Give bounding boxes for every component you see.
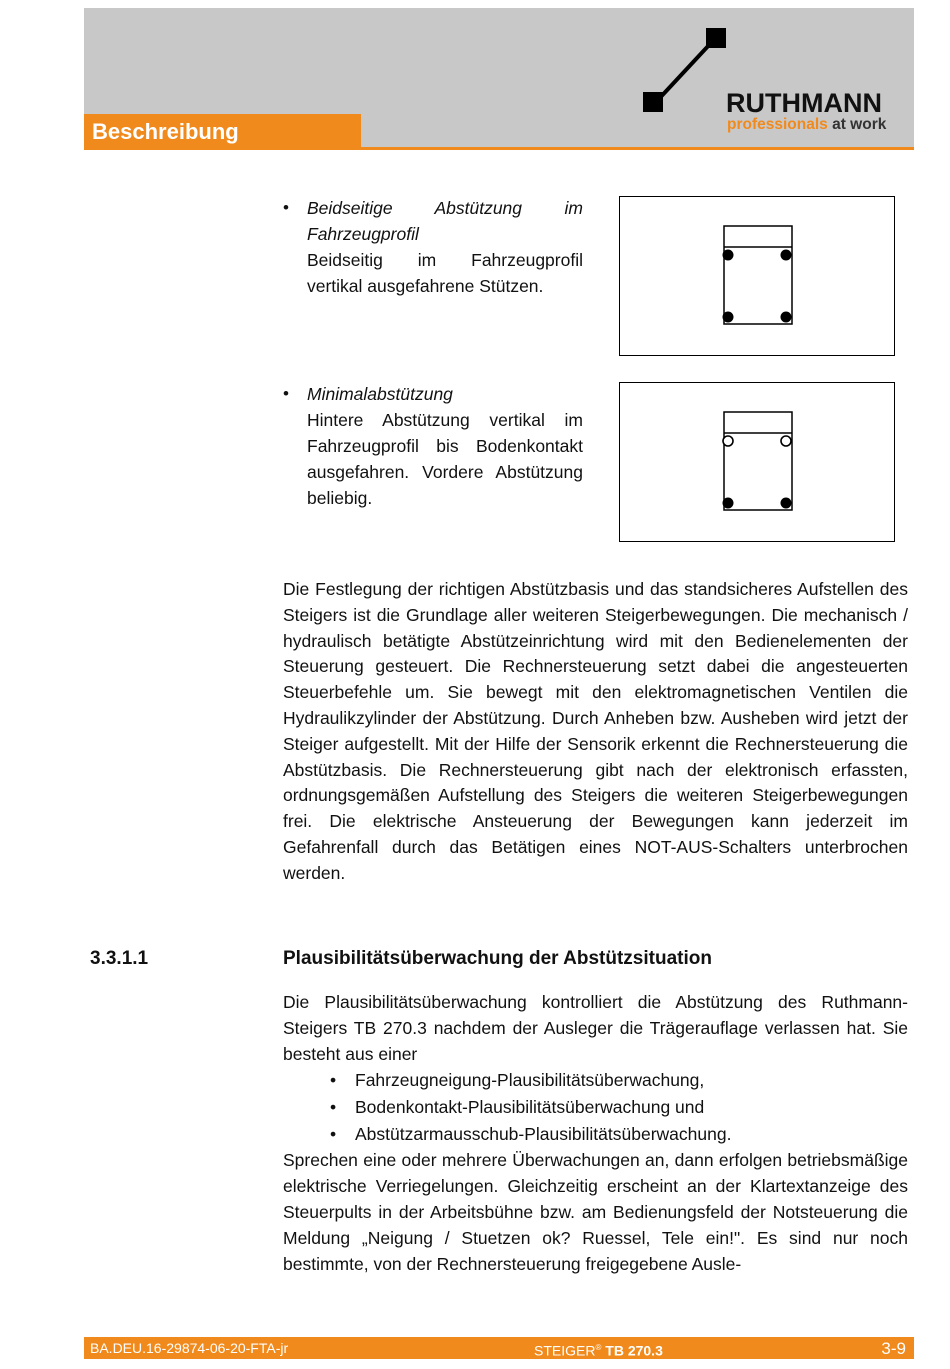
list-item: • Abstützarmausschub-Plausibilitätsüberwachung. [283,1121,908,1148]
section-outro: Sprechen eine oder mehrere Überwachungen an, dann erfolgen betriebsmäßige elektrische Verriegelungen. Gleichzeitig erscheint an der Klartextanzeige des Steuerpults in der Arbeitsbühne bzw. am Bedienungsfeld der Notsteuerung die Meldung „Neigung / Stuetzen ok? Ruessel, Tele ein!". Es sind nur noch bestimmte, von der Rechnersteuerung freigegebene Ausle- [283,1150,908,1274]
bullet-icon: • [283,384,289,403]
section-title: Plausibilitätsüberwachung der Abstützsituation [283,948,712,969]
page-number: 3-9 [881,1339,906,1358]
document-id: BA.DEU.16-29874-06-20-FTA-jr [90,1340,289,1356]
ruthmann-logo-mark [640,26,740,116]
list-item: • Fahrzeugneigung-Plausibilitätsüberwachung, [283,1067,908,1094]
support-diagram-minimal [619,382,895,542]
bullet-icon: • [330,1097,337,1118]
logo-tagline: professionals at work [727,116,887,133]
monitoring-list [283,1067,908,1148]
bullet-title: Minimalabstützung [307,384,453,404]
vehicle-outline-icon [620,383,893,540]
list-item: • Bodenkontakt-Plausibilitätsüberwachung und [283,1094,908,1121]
main-paragraph: Die Festlegung der richtigen Abstützbasis und das standsicheres Aufstellen des Steigers ist die Grundlage aller weiteren Steigerbewegungen. Die mechanisch / hydraulisch betätigte Abstützeinrichtung wird mit den Bedienelementen der Steuerung gesteuert. Die Rechnersteuerung setzt dabei die angesteuerten Steuerbefehle um. Sie bewegt mit den elektromagnetischen Ventilen die Hydraulikzylinder der Abstützung. Durch Anheben bzw. Ausheben wird jetzt der Steiger aufgestellt. Mit der Hilfe der Sensorik erkennt die Rechnersteuerung die Abstützbasis. Die Rechnersteuerung gibt nach der elektronisch erfassten, ordnungsgemäßen Aufstellung des Steigers die weiteren Steigerbewegungen frei. Die elektrische Ansteuerung der Bewegungen kann jederzeit im Gefahrenfall durch das Betätigen eines NOT-AUS-Schalters unterbrochen werden. [283,579,908,883]
bullet-title: Beidseitige Abstützung im Fahrzeugprofil [307,198,583,244]
section-intro: Die Plausibilitätsüberwachung kontrolliert die Abstützung des Ruthmann-Steigers TB 270.3 nachdem der Ausleger die Trägerauflage verlassen hat. Sie besteht aus einer [283,992,908,1064]
support-diagram-both-sides [619,196,895,356]
bullet-item [283,381,583,511]
bullet-item [283,195,583,299]
bullet-text: Beidseitig im Fahrzeugprofil vertikal ausgefahrene Stützen. [307,250,583,296]
bullet-icon: • [330,1070,337,1091]
bullet-icon: • [283,198,289,217]
product-name: STEIGER® TB 270.3 [534,1342,663,1359]
page-footer [84,1337,914,1359]
vehicle-outline-icon [620,197,893,354]
section-number: 3.3.1.1 [90,948,149,969]
bullet-text: Hintere Abstützung vertikal im Fahrzeugprofil bis Bodenkontakt ausgefahren. Vordere Abstützung beliebig. [307,410,583,508]
logo-name: RUTHMANN [726,88,882,118]
bullet-icon: • [330,1124,337,1145]
section-label: Beschreibung [84,114,361,150]
section-body [283,990,908,1277]
